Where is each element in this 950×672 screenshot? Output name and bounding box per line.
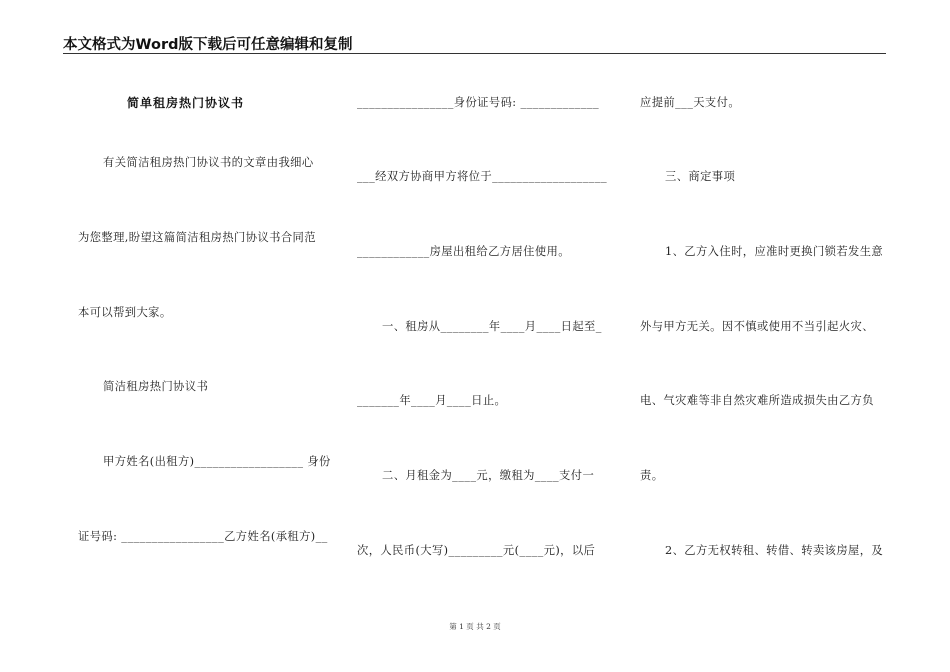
body-line: 责。 — [640, 469, 664, 482]
body-line: 2、乙方无权转租、转借、转卖该房屋，及 — [665, 544, 884, 557]
body-line: 简洁租房热门协议书 — [103, 380, 209, 393]
body-line: 本可以帮到大家。 — [78, 306, 172, 319]
header-text: 本文格式为Word版下载后可任意编辑和复制 — [63, 37, 353, 53]
page-number: 第 1 页 共 2 页 — [449, 622, 501, 631]
body-line: 电、气灾难等非自然灾难所造成损失由乙方负 — [640, 394, 874, 407]
body-line: 为您整理,盼望这篇简洁租房热门协议书合同范 — [78, 231, 316, 244]
body-line: 有关简洁租房热门协议书的文章由我细心 — [103, 156, 314, 169]
body-line: 1、乙方入住时，应准时更换门锁若发生意 — [665, 245, 884, 258]
body-line: ________________身份证号码: _____________ — [357, 96, 600, 109]
page-header — [63, 31, 886, 54]
body-line: 证号码: _________________乙方姓名(承租方)__ — [78, 530, 328, 543]
body-line: 三、商定事项 — [665, 170, 736, 183]
document-title: 简单租房热门协议书 — [127, 96, 245, 110]
body-line: 甲方姓名(出租方)__________________ 身份 — [103, 455, 331, 468]
body-line: 外与甲方无关。因不慎或使用不当引起火灾、 — [640, 320, 874, 333]
body-line: 二、月租金为____元，缴租为____支付一 — [382, 469, 595, 482]
body-line: 次，人民币(大写)_________元(____元)，以后 — [357, 544, 596, 557]
body-line: 一、租房从________年____月____日起至_ — [382, 320, 602, 333]
body-line: ___经双方协商甲方将位于___________________ — [357, 170, 608, 183]
body-line: 应提前___天支付。 — [640, 96, 741, 109]
body-line: _______年____月____日止。 — [357, 394, 507, 407]
body-line: ____________房屋出租给乙方居住使用。 — [357, 245, 570, 258]
